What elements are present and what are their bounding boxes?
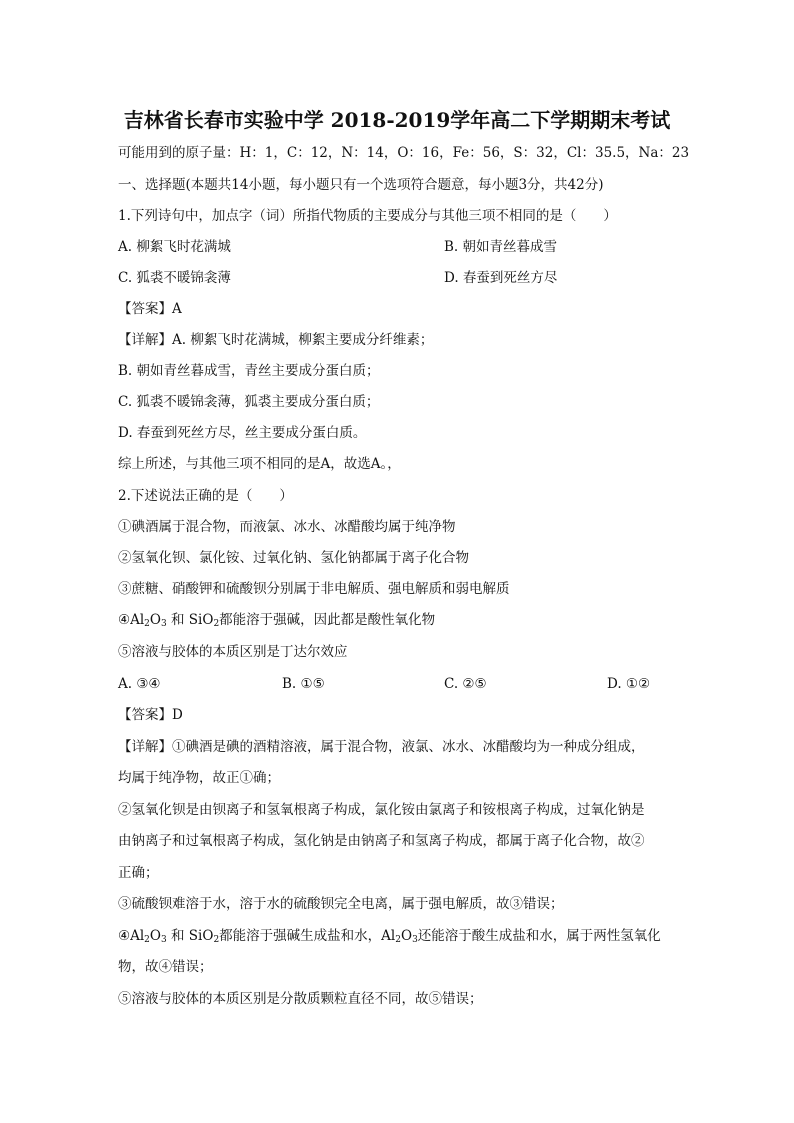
subscript: 3 — [160, 935, 167, 945]
q2-option-c: C. ②⑤ — [444, 676, 487, 692]
q2-statement: ①碘酒属于混合物，而液氯、冰水、冰醋酸均属于纯净物 — [118, 519, 456, 535]
text-run: 和 SiO — [166, 928, 214, 944]
subscript: 2 — [144, 935, 150, 945]
q2-explain-line: ③硫酸钡难溶于水，溶于水的硫酸钡完全电离，属于强电解质，故③错误； — [118, 896, 564, 912]
q1-answer: 【答案】A — [118, 301, 182, 317]
q1-option-d: D. 春蚕到死丝方尽 — [444, 270, 558, 286]
q1-explain-line: D. 春蚕到死丝方尽，丝主要成分蛋白质。 — [118, 425, 367, 441]
q2-explain-line: 均属于纯净物，故正①确； — [118, 770, 280, 786]
q1-option-a: A. 柳絮飞时花满城 — [118, 239, 231, 255]
subscript: 2 — [213, 935, 220, 945]
subscript: 2 — [144, 619, 150, 629]
text-run: O — [149, 928, 161, 944]
q1-option-b: B. 朝如青丝暮成雪 — [444, 239, 558, 255]
q2-statement-4 — [118, 610, 435, 630]
q2-statement: ②氢氧化钡、氯化铵、过氧化钠、氢化钠都属于离子化合物 — [118, 550, 469, 566]
q1-explain-line: 综上所述，与其他三项不相同的是A，故选A。， — [118, 456, 401, 472]
subscript: 3 — [412, 935, 418, 945]
text-run: O — [149, 612, 161, 628]
text-run: 都能溶于强碱，因此都是酸性氧化物 — [219, 612, 436, 628]
text-run: ④Al — [118, 612, 145, 628]
q2-explain-line — [118, 926, 661, 946]
q2-explain-line: 【详解】①碘酒是碘的酒精溶液，属于混合物，液氯、冰水、冰醋酸均为一种成分组成， — [118, 739, 645, 755]
q1-explain-line: C. 狐裘不暖锦衾薄，狐裘主要成分蛋白质； — [118, 394, 380, 410]
q2-explain-line: 正确； — [118, 865, 159, 881]
q2-option-b: B. ①⑤ — [282, 676, 325, 692]
section-heading: 一、选择题(本题共14小题，每小题只有一个选项符合题意，每小题3分，共42分) — [118, 177, 604, 193]
subscript: 2 — [395, 935, 401, 945]
text-run: O — [400, 928, 413, 944]
q2-explain-line: ②氢氧化钡是由钡离子和氢氧根离子构成，氯化铵由氯离子和铵根离子构成，过氧化钠是 — [118, 802, 645, 818]
q1-explain-line: 【详解】A. 柳絮飞时花满城，柳絮主要成分纤维素； — [118, 332, 434, 348]
q1-explain-line: B. 朝如青丝暮成雪，青丝主要成分蛋白质； — [118, 363, 380, 379]
subscript: 2 — [213, 619, 220, 629]
q2-answer: 【答案】D — [118, 707, 183, 723]
q2-explain-line: ⑤溶液与胶体的本质区别是分散质颗粒直径不同，故⑤错误； — [118, 991, 483, 1007]
subscript: 3 — [160, 619, 167, 629]
text-run: 都能溶于强碱生成盐和水，Al — [219, 928, 396, 944]
q2-option-d: D. ①② — [607, 676, 651, 692]
page-title: 吉林省长春市实验中学 2018-2019学年高二下学期期末考试 — [123, 108, 671, 132]
q2-option-a: A. ③④ — [118, 676, 161, 692]
atomic-masses-line: 可能用到的原子量：H：1，C：12，N：14，O：16，Fe：56，S：32，Cl：35.5，Na：23 — [118, 145, 690, 161]
q2-statement-5: ⑤溶液与胶体的本质区别是丁达尔效应 — [118, 644, 348, 660]
text-run: 和 SiO — [166, 612, 214, 628]
q1-option-c: C. 狐裘不暖锦衾薄 — [118, 270, 231, 286]
q2-explain-line: 物，故④错误； — [118, 959, 213, 975]
text-run: 还能溶于酸生成盐和水，属于两性氢氧化 — [417, 928, 661, 944]
q2-explain-line: 由钠离子和过氧根离子构成，氢化钠是由钠离子和氢离子构成，都属于离子化合物，故② — [118, 833, 645, 849]
q2-statement: ③蔗糖、硝酸钾和硫酸钡分别属于非电解质、强电解质和弱电解质 — [118, 581, 510, 597]
text-run: ④Al — [118, 928, 145, 944]
q1-stem: 1.下列诗句中，加点字（词）所指代物质的主要成分与其他三项不相同的是（ ） — [118, 208, 617, 224]
q2-stem: 2.下述说法正确的是（ ） — [118, 488, 293, 504]
